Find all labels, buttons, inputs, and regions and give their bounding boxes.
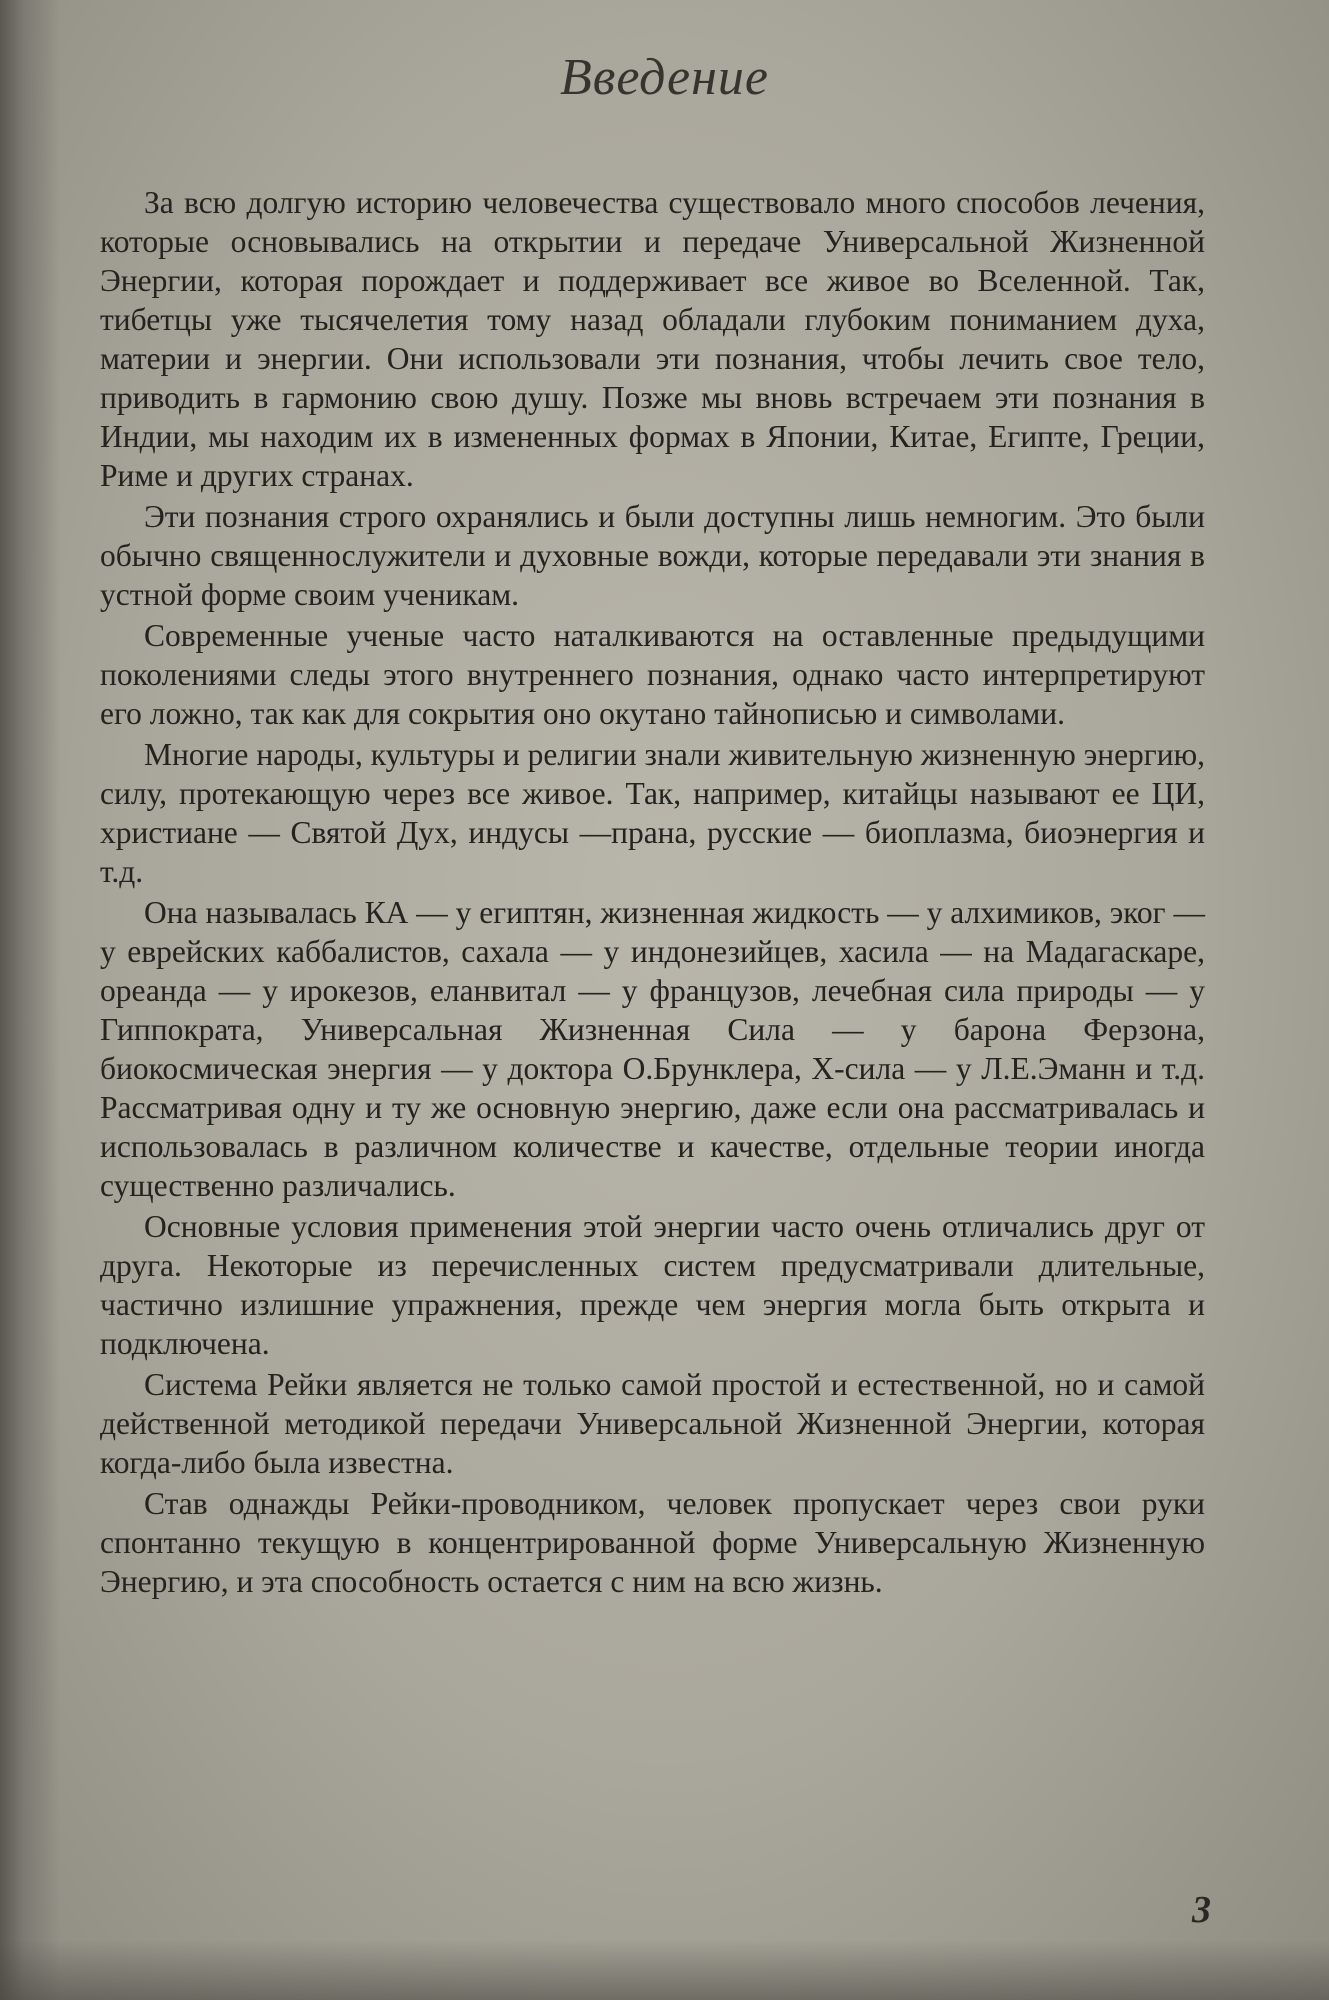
- page-number: 3: [1192, 1889, 1211, 1931]
- paragraph: Многие народы, культуры и религии знали живительную жизненную энергию, силу, протекающую через все живое. Так, например, китайцы называют ее ЦИ, христиане — Святой Дух, индусы —прана, русские — биоплазма, биоэнергия и т.д.: [100, 737, 1205, 889]
- paragraph: За всю долгую историю человечества существовало много способов лечения, которые основывались на открытии и передаче Универсальной Жизненной Энергии, которая порождает и поддерживает все живое во Вселенной. Так, тибетцы уже тысячелетия тому назад обладали глубоким пониманием духа, материи и энергии. Они использовали эти познания, чтобы лечить свое тело, приводить в гармонию свою душу. Позже мы вновь встречаем эти познания в Индии, мы находим их в измененных формах в Японии, Китае, Египте, Греции, Риме и других странах.: [100, 185, 1205, 493]
- paragraph: Система Рейки является не только самой простой и естественной, но и самой действенной методикой передачи Универсальной Жизненной Энергии, которая когда-либо была известна.: [100, 1367, 1205, 1480]
- paragraph: Современные ученые часто наталкиваются на оставленные предыдущими поколениями следы этого внутреннего познания, однако часто интерпретируют его ложно, так как для сокрытия оно окутано тайнописью и символами.: [100, 618, 1205, 731]
- chapter-title: Введение: [559, 49, 770, 106]
- paragraph: Став однажды Рейки-проводником, человек пропускает через свои руки спонтанно текущую в концентрированной форме Универсальную Жизненную Энергию, и эта способность остается с ним на всю жизнь.: [100, 1486, 1205, 1599]
- body-text: [100, 183, 1205, 1603]
- paragraph: Она называлась КА — у египтян, жизненная жидкость — у алхимиков, эког — у еврейских каббалистов, сахала — у индонезийцев, хасила — на Мадагаскаре, ореанда — у ирокезов, еланвитал — у французов, лечебная сила природы — у Гиппократа, Универсальная Жизненная Сила — у барона Ферзона, биокосмическая энергия — у доктора О.Брунклера, Х-сила — у Л.Е.Эманн и т.д. Рассматривая одну и ту же основную энергию, даже если она рассматривалась и использовалась в различном количестве и качестве, отдельные теории иногда существенно различались.: [100, 895, 1205, 1203]
- paragraph: Основные условия применения этой энергии часто очень отличались друг от друга. Некоторые из перечисленных систем предусматривали длительные, частично излишние упражнения, прежде чем энергия могла быть открыта и подключена.: [100, 1209, 1205, 1361]
- paragraph: Эти познания строго охранялись и были доступны лишь немногим. Это были обычно священнослужители и духовные вожди, которые передавали эти знания в устной форме своим ученикам.: [100, 499, 1205, 612]
